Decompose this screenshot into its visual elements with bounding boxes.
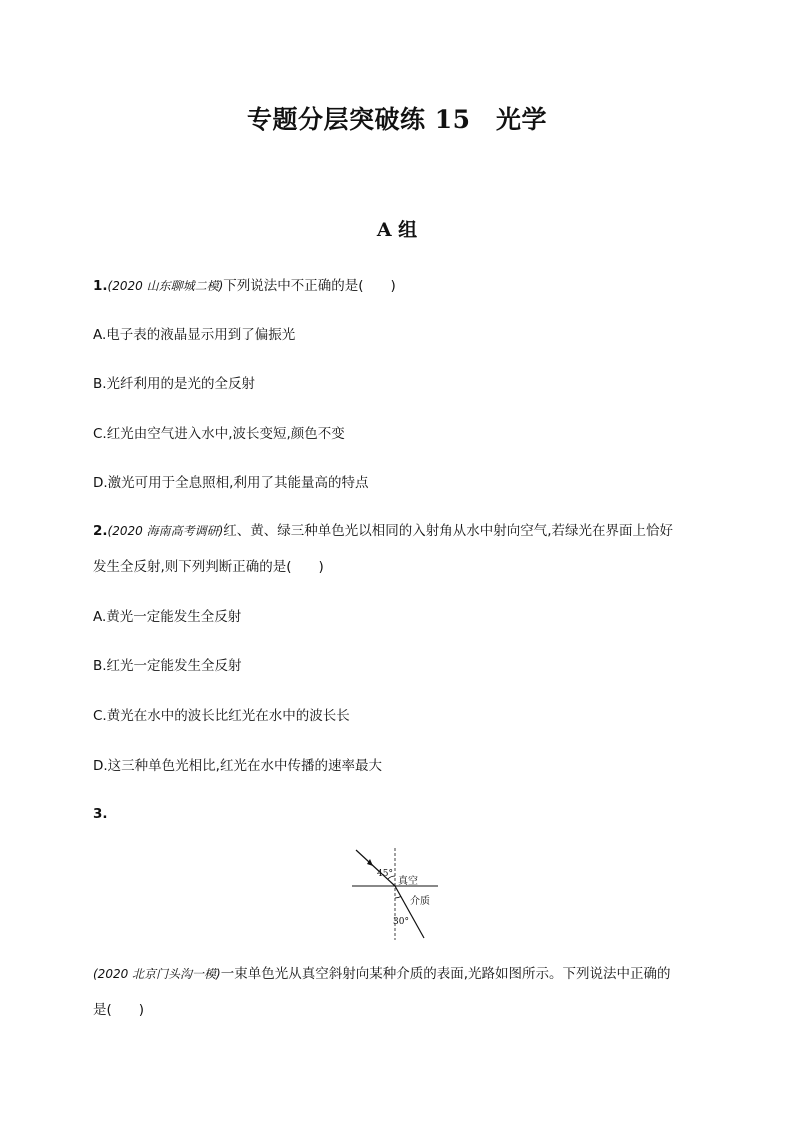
arrow-icon (367, 859, 373, 866)
option-c: C.红光由空气进入水中,波长变短,颜色不变 (93, 426, 345, 442)
question-text: 下列说法中不正确的是( ) (223, 278, 396, 294)
section-heading: A 组 (376, 219, 418, 241)
question-3-stem-continued: 是( ) (93, 1002, 145, 1018)
question-source: (2020 山东聊城二模) (107, 279, 224, 293)
question-number: 1 (93, 278, 103, 294)
refraction-angle-arc (395, 896, 401, 898)
page-title: 专题分层突破练 15 光学 (247, 105, 547, 134)
option-a: A.电子表的液晶显示用到了偏振光 (93, 327, 296, 343)
option-a: A.黄光一定能发生全反射 (93, 609, 242, 625)
question-2-stem-continued: 发生全反射,则下列判断正确的是( ) (93, 559, 324, 575)
angle-label-45: 45° (377, 869, 393, 879)
option-b: B.红光一定能发生全反射 (93, 658, 242, 674)
refraction-diagram (340, 846, 450, 946)
question-3-number: 3. (93, 806, 108, 822)
question-number: 2 (93, 523, 103, 539)
question-source: (2020 海南高考调研) (107, 524, 224, 538)
angle-label-30: 30° (393, 917, 409, 927)
option-b: B.光纤利用的是光的全反射 (93, 376, 256, 392)
option-d: D.激光可用于全息照相,利用了其能量高的特点 (93, 475, 369, 491)
refracted-ray (395, 886, 424, 938)
question-1-stem: 1.(2020 山东聊城二模)下列说法中不正确的是( ) (93, 278, 396, 294)
vacuum-label: 真空 (398, 876, 418, 887)
question-3-stem (93, 964, 713, 984)
question-text: 一束单色光从真空斜射向某种介质的表面,光路如图所示。下列说法中正确的 (220, 966, 671, 982)
question-text: 红、黄、绿三种单色光以相同的入射角从水中射向空气,若绿光在界面上恰好 (223, 523, 674, 539)
option-c: C.黄光在水中的波长比红光在水中的波长长 (93, 708, 350, 724)
question-source: (2020 北京门头沟一模) (93, 967, 221, 981)
option-d: D.这三种单色光相比,红光在水中传播的速率最大 (93, 758, 382, 774)
medium-label: 介质 (410, 896, 430, 907)
incident-ray (356, 850, 395, 886)
question-2-stem: 2.(2020 海南高考调研)红、黄、绿三种单色光以相同的入射角从水中射向空气,若绿光在界面上恰好 (93, 523, 674, 539)
